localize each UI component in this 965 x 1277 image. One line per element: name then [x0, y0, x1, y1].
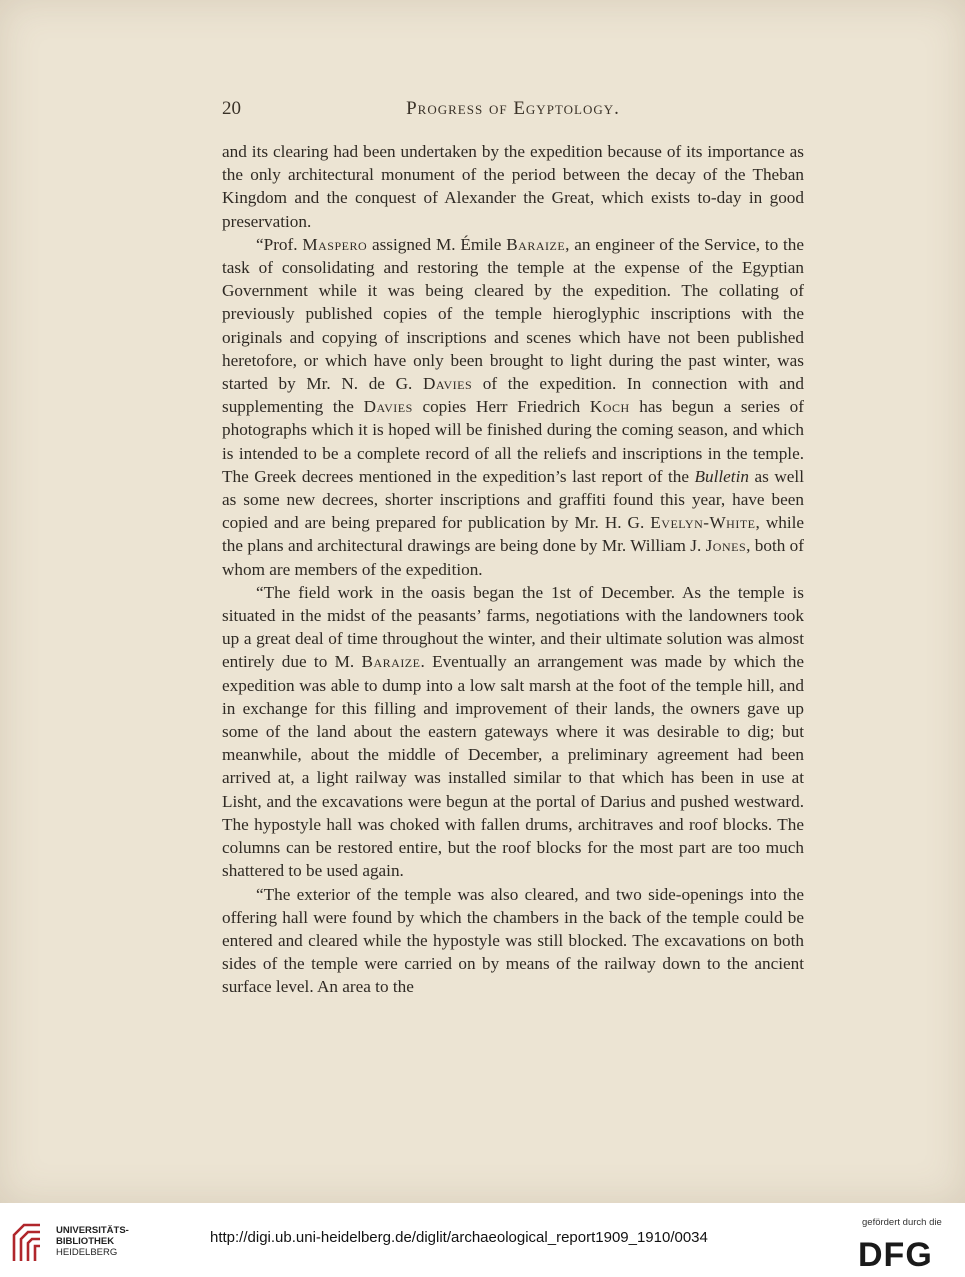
institution-line-1: UNIVERSITÄTS-	[56, 1225, 129, 1236]
running-title: Progress of Egyptology.	[406, 98, 620, 119]
text-run: assigned M. Émile	[367, 234, 507, 254]
paragraph	[222, 883, 804, 999]
text-run: “Prof.	[256, 234, 303, 254]
dfg-logo: DFG	[858, 1236, 933, 1274]
digital-copy-url-link[interactable]: http://digi.ub.uni-heidelberg.de/diglit/archaeological_report1909_1910/0034	[210, 1229, 708, 1246]
name-small-caps: Davies	[363, 397, 413, 417]
funder-caption: gefördert durch die	[862, 1217, 942, 1228]
text-run: has begun a series of photographs which it is hoped will be finished during the coming season, and which is intended to be a complete record of all the reliefs and inscriptions in the temple. The Greek decrees mentioned in the expedition’s last report of the	[222, 397, 804, 486]
text-run: , while the plans and architectural drawings are being done by Mr. William J.	[222, 513, 805, 556]
italic-title: Bulletin	[694, 466, 749, 486]
text-run: and its clearing had been undertaken by the expedition because of its importance as the only architectural monument of the period between the decay of the Theban Kingdom and the conquest of Alexander the Great, which exists to-day in good preservation.	[222, 142, 804, 231]
name-small-caps: Davies	[422, 374, 473, 394]
paragraph	[222, 581, 804, 883]
name-small-caps: Baraize	[506, 234, 566, 254]
page-number: 20	[222, 98, 241, 119]
paragraph	[222, 140, 804, 233]
name-small-caps: Koch	[589, 397, 630, 417]
page-header	[222, 98, 804, 122]
text-run: . Eventually an arrangement was made by which the expedition was able to dump into a low salt marsh at the foot of the temple hill, and in exchange for this filling and improvement of their lands, the owners gave up some of the land about the eastern gateways where it was desirable to dig; but meanwhile, about the middle of December, a preliminary agreement had been arrived at, a light railway was installed similar to that which has been in use at Lisht, and the excavations were begun at the portal of Darius and pushed westward. The hypostyle hall was choked with fallen drums, architraves and roof blocks. The columns can be restored entire, but the roof blocks for the most part are too much shattered to be used again.	[222, 652, 804, 881]
name-small-caps: Maspero	[302, 234, 368, 254]
institution-line-3: HEIDELBERG	[56, 1247, 118, 1258]
footer-bar	[0, 1203, 965, 1277]
body-text	[222, 140, 804, 999]
name-small-caps: Jones	[705, 536, 747, 556]
name-small-caps: Baraize	[361, 652, 421, 672]
text-run: “The exterior of the temple was also cleared, and two side-openings into the offering hall were found by which the chambers in the back of the temple could be entered and cleared while the hypostyle was still blocked. The excavations on both sides of the temple were carried on by means of the railway down to the ancient surface level. An area to the	[222, 884, 804, 997]
text-run: “The field work in the oasis began the 1st of December. As the temple is situated in the midst of the peasants’ farms, negotiations with the landowners took up a great deal of time throughout the winter, and their ultimate solution was almost entirely due to M.	[222, 582, 804, 672]
institution-name	[56, 1225, 129, 1258]
ub-heidelberg-logo-icon	[10, 1221, 50, 1265]
name-small-caps: Evelyn-White	[650, 513, 756, 533]
text-run: copies Herr Friedrich	[412, 397, 590, 417]
text-run: , both of whom are members of the expedition.	[222, 536, 804, 579]
paragraph	[222, 233, 804, 581]
text-run: as well as some new decrees, shorter inscriptions and graffiti found this year, have been copied and are being prepared for publication by Mr. H. G.	[222, 466, 804, 533]
text-run: of the expedition. In connection with and supplementing the	[222, 374, 804, 417]
text-run: , an engineer of the Service, to the task of consolidating and restoring the temple at the expense of the Egyptian Government while it was being cleared by the expedition. The collating of previously published copies of the temple hieroglyphic inscriptions with the originals and copying of inscriptions and scenes which have not been published heretofore, or which have only been brought to light during the past winter, was started by Mr. N. de G.	[222, 234, 804, 394]
institution-line-2: BIBLIOTHEK	[56, 1236, 115, 1247]
